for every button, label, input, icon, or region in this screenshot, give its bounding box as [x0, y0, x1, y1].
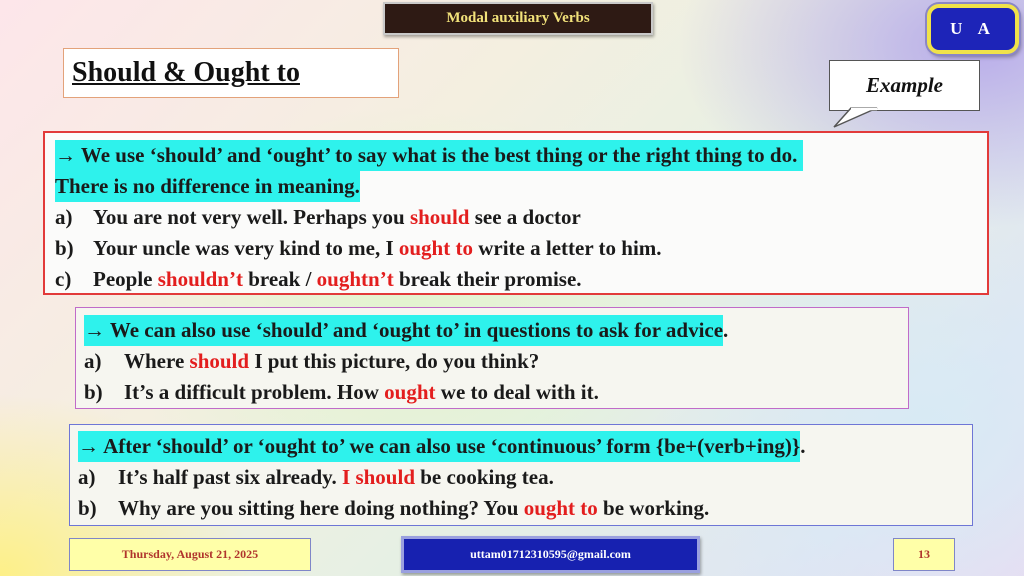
example-text: People [93, 267, 158, 291]
example-text: be cooking tea. [415, 465, 554, 489]
example-text: Your uncle was very kind to me, I [93, 236, 399, 260]
usage-box-best-thing [43, 131, 989, 295]
example-text: break their promise. [393, 267, 582, 291]
rule-text: and [221, 143, 267, 167]
example-text: You are not very well. Perhaps you [93, 205, 410, 229]
example-item-b [55, 233, 977, 264]
example-text: I put this picture, do you think? [249, 349, 540, 373]
highlighted-rule: → After ‘should’ or ‘ought to’ we can also use ‘continuous’ form {be+(verb+ing)} [78, 431, 800, 462]
example-text: see a doctor [469, 205, 581, 229]
date-text: Thursday, August 21, 2025 [121, 547, 259, 561]
example-callout [829, 60, 980, 111]
example-item-a [55, 202, 977, 233]
example-text: It’s half past six already. [118, 465, 343, 489]
rule-text: We use [76, 143, 150, 167]
rule-text: to say what is the best thing or the right thing to do. [329, 143, 798, 167]
example-item-b [78, 493, 964, 524]
quoted-ought: ‘ought’ [266, 143, 330, 167]
rule-period: . [723, 318, 729, 342]
badge-text: U A [950, 19, 996, 38]
modal-emphasis: ought to [523, 496, 598, 520]
item-marker: c) [55, 267, 72, 291]
rule-line [84, 315, 900, 346]
quoted-should: ‘should’ [149, 143, 222, 167]
banner-text: Modal auxiliary Verbs [446, 10, 590, 26]
modal-emphasis: oughtn’t [316, 267, 394, 291]
rule-line-2 [55, 171, 977, 202]
slide-page-number [893, 538, 955, 571]
item-marker: a) [55, 205, 73, 229]
modal-emphasis: I should [342, 465, 415, 489]
example-text: Where [124, 349, 190, 373]
rule-line-1 [55, 140, 977, 171]
example-label: Example [829, 60, 980, 111]
highlighted-rule [55, 140, 803, 171]
example-text: be working. [597, 496, 710, 520]
example-item-a [84, 346, 900, 377]
example-text: write a letter to him. [472, 236, 662, 260]
email-text: uttam01712310595@gmail.com [470, 547, 631, 561]
slide-topic-banner [383, 2, 653, 35]
slide-title-box [63, 48, 399, 98]
rule-line [78, 431, 964, 462]
example-text: Why are you sitting here doing nothing? You [118, 496, 524, 520]
example-item-a [78, 462, 964, 493]
slide-title: Should & Ought to [72, 57, 300, 88]
usage-box-asking-advice [75, 307, 909, 409]
modal-emphasis: ought [384, 380, 436, 404]
usage-box-continuous-form [69, 424, 973, 526]
item-marker: b) [84, 380, 103, 404]
example-text: It’s a difficult problem. How [124, 380, 385, 404]
page-number-text: 13 [918, 547, 930, 561]
item-marker: a) [78, 465, 96, 489]
modal-emphasis: shouldn’t [157, 267, 243, 291]
ua-logo-badge [927, 4, 1019, 54]
arrow-icon: → [55, 143, 76, 167]
example-item-b [84, 377, 900, 408]
item-marker: b) [78, 496, 97, 520]
item-marker: b) [55, 236, 74, 260]
modal-emphasis: should [189, 349, 250, 373]
callout-pointer-icon [829, 108, 909, 130]
highlighted-rule: There is no difference in meaning. [55, 171, 360, 202]
example-text: break / [242, 267, 317, 291]
rule-period: . [800, 434, 806, 458]
example-text: we to deal with it. [435, 380, 599, 404]
modal-emphasis: should [409, 205, 470, 229]
footer-date [69, 538, 311, 571]
example-item-c [55, 264, 977, 295]
item-marker: a) [84, 349, 102, 373]
footer-email [401, 536, 700, 573]
modal-emphasis: ought to [398, 236, 473, 260]
highlighted-rule: → We can also use ‘should’ and ‘ought to’ in questions to ask for advice [84, 315, 723, 346]
